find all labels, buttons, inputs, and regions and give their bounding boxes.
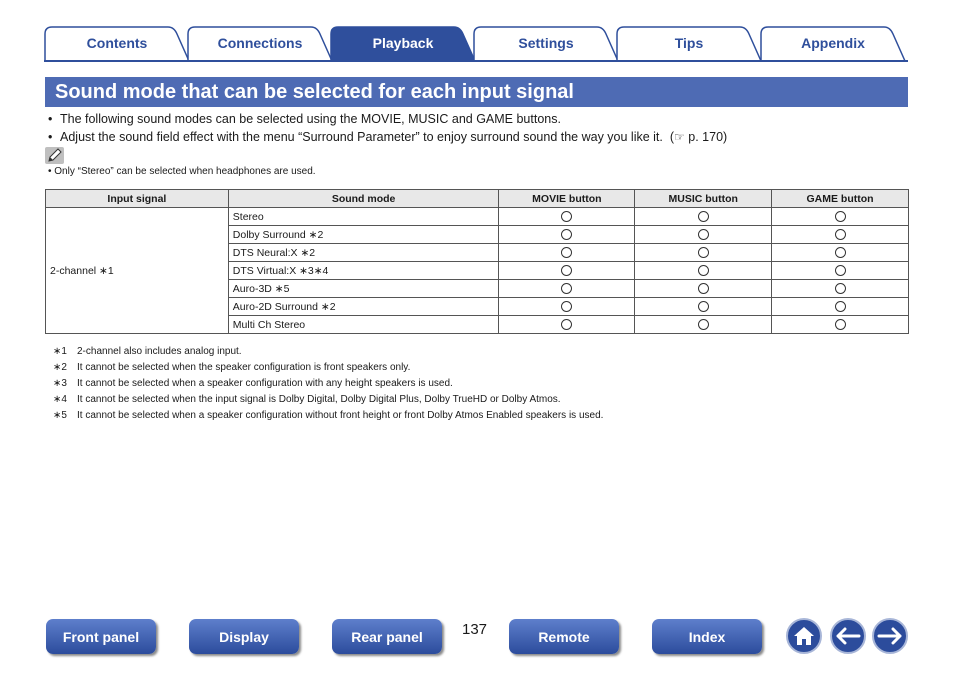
tab-label: Appendix <box>801 35 865 51</box>
input-signal-cell: 2-channel ∗1 <box>46 208 229 334</box>
available-circle-icon <box>835 301 846 312</box>
game-cell <box>772 280 909 298</box>
header-input-signal: Input signal <box>46 190 229 208</box>
table-row <box>46 208 909 226</box>
available-circle-icon <box>561 283 572 294</box>
available-circle-icon <box>698 319 709 330</box>
tab-tips[interactable] <box>616 26 762 60</box>
back-button[interactable] <box>830 618 866 654</box>
tab-label: Settings <box>518 35 574 51</box>
tab-connections[interactable] <box>187 26 333 60</box>
footnote: ∗4 It cannot be selected when the input signal is Dolby Digital, Dolby Digital Plus, Dolby TrueHD or Dolby Atmos. <box>53 394 561 405</box>
page-number: 137 <box>462 621 488 638</box>
game-cell <box>772 208 909 226</box>
available-circle-icon <box>561 229 572 240</box>
footnote: ∗5 It cannot be selected when a speaker configuration without front height or front Dolby Atmos Enabled speakers is used. <box>53 410 604 421</box>
sound-mode-cell: Auro-3D ∗5 <box>228 280 499 298</box>
sound-mode-cell: Multi Ch Stereo <box>228 316 499 334</box>
music-cell <box>635 244 772 262</box>
tab-appendix[interactable] <box>760 26 906 60</box>
music-cell <box>635 298 772 316</box>
game-cell <box>772 226 909 244</box>
header-game-button: GAME button <box>772 190 909 208</box>
forward-button[interactable] <box>872 618 908 654</box>
sound-mode-cell: Auro-2D Surround ∗2 <box>228 298 499 316</box>
footnote: ∗2 It cannot be selected when the speaker configuration is front speakers only. <box>53 362 411 373</box>
sound-mode-cell: DTS Neural:X ∗2 <box>228 244 499 262</box>
bullet-item: • Adjust the sound field effect with the menu “Surround Parameter” to enjoy surround sound the way you like it. (☞ p. 170) <box>48 130 728 144</box>
available-circle-icon <box>835 247 846 258</box>
movie-cell <box>499 280 635 298</box>
available-circle-icon <box>835 211 846 222</box>
movie-cell <box>499 316 635 334</box>
available-circle-icon <box>698 247 709 258</box>
home-icon <box>793 626 815 646</box>
remote-button[interactable]: Remote <box>509 619 619 654</box>
bullet-list <box>48 110 908 146</box>
movie-cell <box>499 226 635 244</box>
movie-cell <box>499 208 635 226</box>
tab-settings[interactable] <box>473 26 619 60</box>
sound-mode-cell: Dolby Surround ∗2 <box>228 226 499 244</box>
available-circle-icon <box>835 319 846 330</box>
index-button[interactable]: Index <box>652 619 762 654</box>
available-circle-icon <box>698 301 709 312</box>
available-circle-icon <box>835 265 846 276</box>
tab-label: Tips <box>674 35 704 51</box>
footnote: ∗1 2-channel also includes analog input. <box>53 346 242 357</box>
sound-mode-cell: Stereo <box>228 208 499 226</box>
game-cell <box>772 244 909 262</box>
game-cell <box>772 262 909 280</box>
available-circle-icon <box>561 319 572 330</box>
music-cell <box>635 208 772 226</box>
display-button[interactable]: Display <box>189 619 299 654</box>
page-title: Sound mode that can be selected for each input signal <box>55 81 574 103</box>
music-cell <box>635 226 772 244</box>
tab-underline <box>44 60 908 62</box>
tab-label: Connections <box>217 35 303 51</box>
front-panel-button[interactable]: Front panel <box>46 619 156 654</box>
page-reference[interactable]: (☞ p. 170) <box>666 130 728 144</box>
available-circle-icon <box>561 265 572 276</box>
available-circle-icon <box>835 283 846 294</box>
tab-contents[interactable] <box>44 26 190 60</box>
note-text: • Only “Stereo” can be selected when headphones are used. <box>48 166 316 177</box>
available-circle-icon <box>698 283 709 294</box>
sound-mode-table <box>45 189 909 334</box>
top-tab-bar <box>44 26 908 62</box>
available-circle-icon <box>698 229 709 240</box>
tab-playback[interactable] <box>330 26 476 60</box>
bullet-item: • The following sound modes can be selected using the MOVIE, MUSIC and GAME buttons. <box>48 112 561 126</box>
game-cell <box>772 298 909 316</box>
rear-panel-button[interactable]: Rear panel <box>332 619 442 654</box>
available-circle-icon <box>561 211 572 222</box>
available-circle-icon <box>698 211 709 222</box>
available-circle-icon <box>835 229 846 240</box>
title-bar <box>45 77 908 107</box>
tab-label: Playback <box>372 35 434 51</box>
movie-cell <box>499 298 635 316</box>
game-cell <box>772 316 909 334</box>
movie-cell <box>499 244 635 262</box>
music-cell <box>635 262 772 280</box>
sound-mode-cell: DTS Virtual:X ∗3∗4 <box>228 262 499 280</box>
available-circle-icon <box>561 301 572 312</box>
available-circle-icon <box>561 247 572 258</box>
movie-cell <box>499 262 635 280</box>
music-cell <box>635 316 772 334</box>
footnote: ∗3 It cannot be selected when a speaker configuration with any height speakers is used. <box>53 378 453 389</box>
header-music-button: MUSIC button <box>635 190 772 208</box>
pointing-hand-icon: ☞ <box>674 130 685 144</box>
home-button[interactable] <box>786 618 822 654</box>
header-sound-mode: Sound mode <box>228 190 499 208</box>
available-circle-icon <box>698 265 709 276</box>
table-header-row <box>46 190 909 208</box>
header-movie-button: MOVIE button <box>499 190 635 208</box>
arrow-right-icon <box>877 627 903 645</box>
arrow-left-icon <box>835 627 861 645</box>
pencil-icon <box>45 147 64 164</box>
footnotes <box>53 344 603 424</box>
tab-label: Contents <box>86 35 148 51</box>
music-cell <box>635 280 772 298</box>
